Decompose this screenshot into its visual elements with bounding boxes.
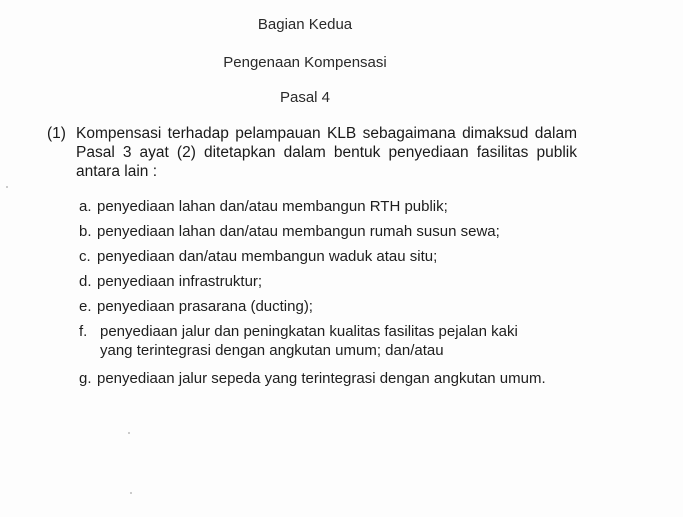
list-item-letter: a. [79,198,92,215]
list-item-e [79,297,579,316]
list-item-text: penyediaan lahan dan/atau membangun rumah susun sewa; [97,223,500,240]
paragraph-text: Kompensasi terhadap pelampauan KLB sebagaimana dimaksud dalam Pasal 3 ayat (2) ditetapkan dalam bentuk penyediaan fasilitas publik antara lain : [76,125,577,180]
list-item-d [79,272,579,291]
paragraph-1 [47,124,577,181]
list-item-f [79,322,579,359]
list-item-text: penyediaan prasarana (ducting); [97,298,313,315]
chapter-title: Pengenaan Kompensasi [223,54,387,71]
scan-speck [6,186,8,188]
article-heading: Pasal 4 [279,89,331,106]
list-item-letter: g. [79,370,92,387]
section-heading: Bagian Kedua [257,16,353,33]
paragraph-number: (1) [47,125,66,142]
list-item-letter: c. [79,248,91,265]
list-item-g [79,369,579,388]
list-item-text: penyediaan infrastruktur; [97,273,263,290]
list-item-letter: b. [79,223,92,240]
list-item-letter: e. [79,298,92,315]
list-item-text-block [100,322,578,360]
list-item-text: penyediaan jalur sepeda yang terintegrasi dengan angkutan umum. [97,370,546,387]
list-item-text-continued: yang terintegrasi dengan angkutan umum; dan/atau [100,342,444,359]
list-item-a [79,197,579,216]
list-item-letter: d. [79,273,92,290]
scan-speck [130,492,132,494]
list-item-text: penyediaan dan/atau membangun waduk atau situ; [97,248,438,265]
list-item-text: penyediaan lahan dan/atau membangun RTH publik; [97,198,448,215]
scan-speck [128,432,130,434]
list-item-letter: f. [79,323,88,340]
list-item-c [79,247,579,266]
list-item-b [79,222,579,241]
list-item-text: penyediaan jalur dan peningkatan kualitas fasilitas pejalan kaki [100,323,518,340]
